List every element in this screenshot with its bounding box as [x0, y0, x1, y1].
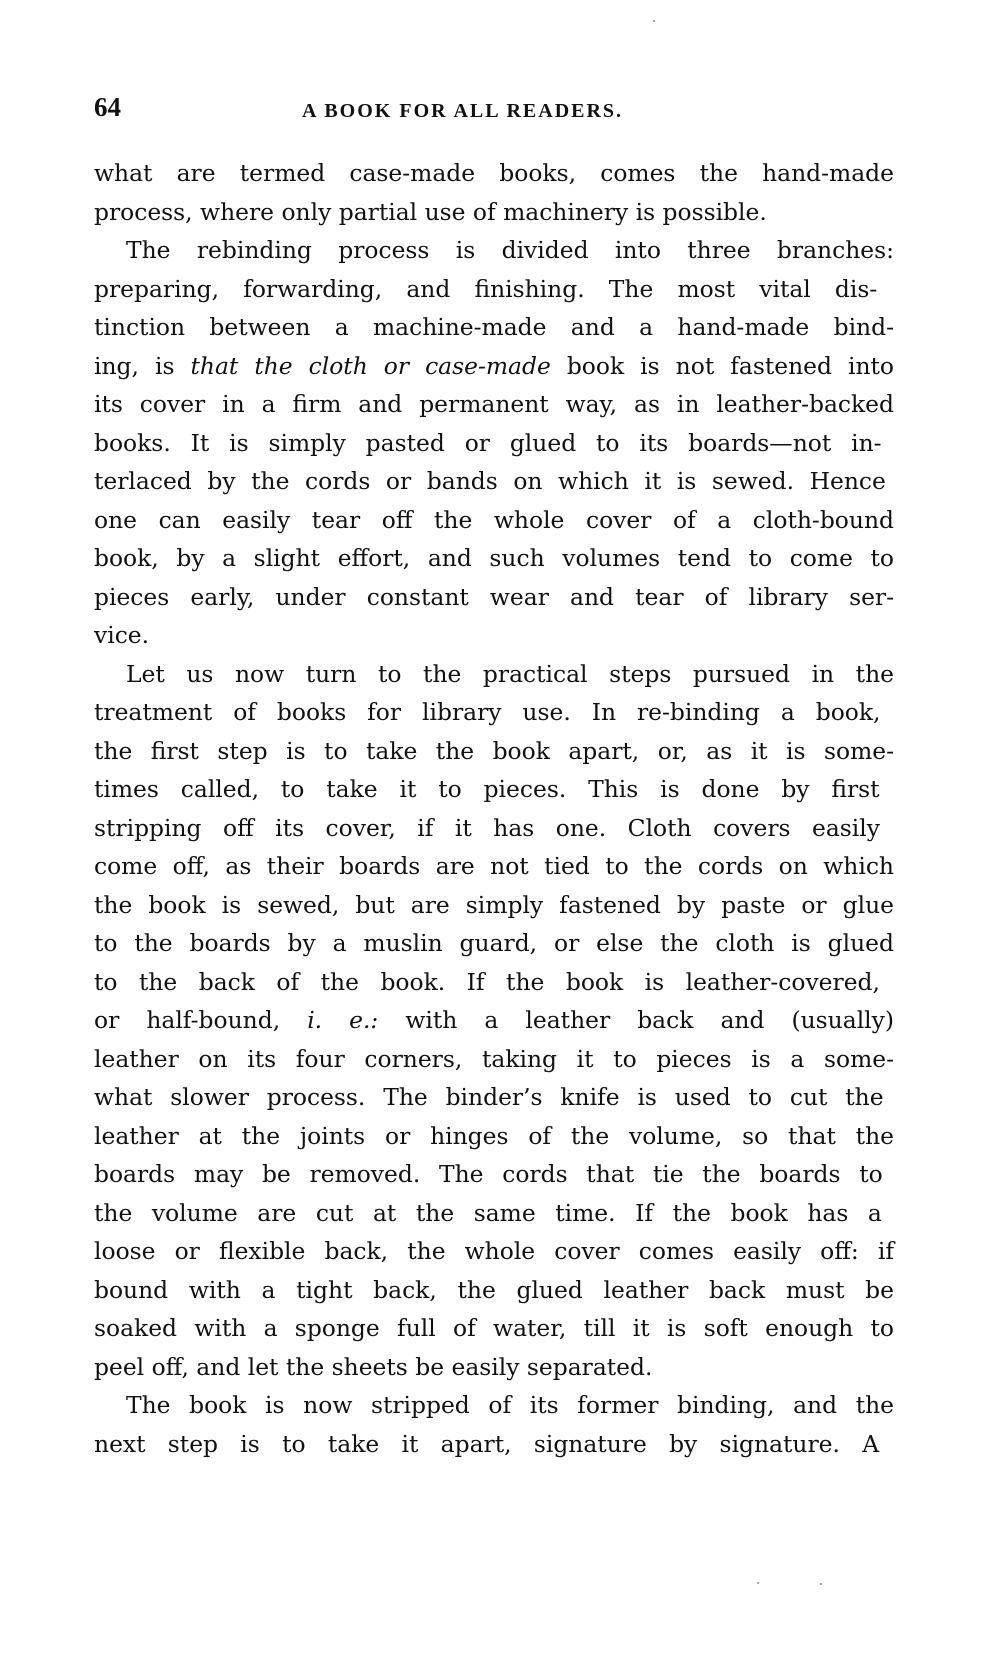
- page-number: 64: [94, 92, 121, 122]
- paper-speck: [757, 1582, 759, 1584]
- text-line: loose or flexible back, the whole cover comes easily off: if: [94, 1237, 894, 1265]
- text-line: [94, 1001, 894, 1040]
- text-line: Let us now turn to the practical steps pursued in the: [126, 659, 894, 688]
- text-line: preparing, forwarding, and finishing. The most vital dis-: [94, 274, 878, 303]
- text-line: to the back of the book. If the book is leather-covered,: [94, 967, 880, 996]
- text-line: the book is sewed, but are simply fastened by paste or glue: [94, 890, 894, 919]
- text-line: tinction between a machine-made and a hand-made bind-: [94, 313, 894, 341]
- text-line: terlaced by the cords or bands on which it is sewed. Hence: [94, 467, 886, 495]
- text-line: process, where only partial use of machinery is possible.: [94, 197, 767, 226]
- text-line: The rebinding process is divided into three branches:: [126, 236, 894, 264]
- italic-text: i. e.:: [307, 1006, 379, 1034]
- text-line: leather on its four corners, taking it to pieces is a some-: [94, 1044, 894, 1073]
- text-line: The book is now stripped of its former binding, and the: [126, 1391, 894, 1419]
- text-line: book, by a slight effort, and such volumes tend to come to: [94, 544, 894, 572]
- text-line: bound with a tight back, the glued leather back must be: [94, 1275, 894, 1304]
- paper-speck: [820, 1583, 822, 1585]
- text-line: to the boards by a muslin guard, or else the cloth is glued: [94, 929, 894, 957]
- text-segment: with a leather back and (usually): [378, 1006, 894, 1034]
- text-line: the volume are cut at the same time. If the book has a: [94, 1198, 882, 1227]
- text-line: what slower process. The binder’s knife is used to cut the: [94, 1083, 884, 1111]
- text-line: soaked with a sponge full of water, till it is soft enough to: [94, 1314, 894, 1342]
- text-line: come off, as their boards are not tied to the cords on which: [94, 852, 894, 880]
- text-line: leather at the joints or hinges of the volume, so that the: [94, 1121, 894, 1150]
- text-line: treatment of books for library use. In re-binding a book,: [94, 698, 881, 726]
- text-line: the first step is to take the book apart, or, as it is some-: [94, 736, 894, 765]
- text-segment: or half-bound,: [94, 1006, 308, 1034]
- text-line: what are termed case-made books, comes the hand-made: [94, 159, 894, 187]
- paper-speck: [653, 20, 655, 22]
- text-line: peel off, and let the sheets be easily separated.: [94, 1352, 653, 1381]
- body-text: [94, 154, 894, 1463]
- text-line: one can easily tear off the whole cover of a cloth-bound: [94, 505, 894, 534]
- italic-text: that the cloth or case-made: [190, 351, 551, 380]
- text-segment: book is not fastened into: [550, 351, 895, 380]
- text-line: its cover in a firm and permanent way, as in leather-backed: [94, 390, 894, 418]
- text-line: books. It is simply pasted or glued to its boards—not in-: [94, 428, 882, 457]
- running-title: A BOOK FOR ALL READERS.: [302, 100, 624, 122]
- text-line: pieces early, under constant wear and tear of library ser-: [94, 582, 894, 611]
- text-line: next step is to take it apart, signature by signature. A: [94, 1429, 880, 1458]
- text-line: stripping off its cover, if it has one. Cloth covers easily: [94, 813, 880, 842]
- text-segment: ing, is: [94, 351, 191, 380]
- text-line: [94, 347, 894, 386]
- running-head: [94, 92, 894, 132]
- text-line: times called, to take it to pieces. This is done by first: [94, 775, 880, 803]
- text-line: boards may be removed. The cords that tie the boards to: [94, 1160, 883, 1188]
- text-line: vice.: [94, 621, 150, 649]
